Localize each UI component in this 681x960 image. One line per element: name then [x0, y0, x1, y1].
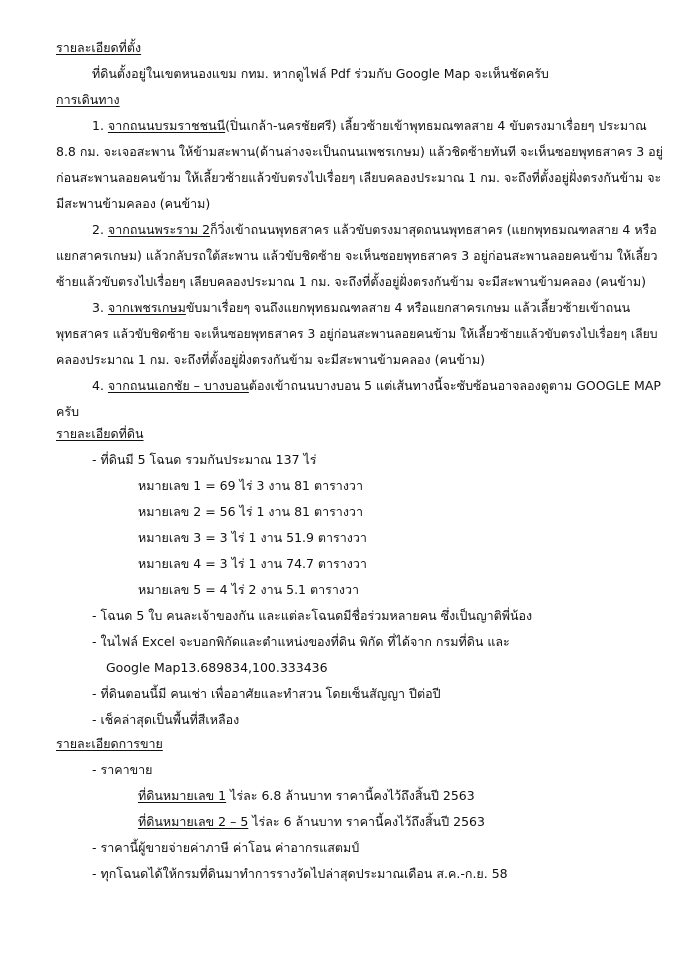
route-3-road: จากเพชรเกษม — [107, 300, 186, 315]
route-4-line-1 — [92, 378, 661, 394]
route-1-road: จากถนนบรมราชชนนี — [107, 118, 226, 133]
tax-note: - ราคานี้ผู้ขายจ่ายค่าภาษี ค่าโอน ค่าอากรแสตมป์ — [92, 840, 360, 855]
route-1-text: (ปิ่นเกล้า-นครชัยศรี) เลี้ยวซ้ายเข้าพุทธมณฑลสาย 4 ขับตรงมาเรื่อยๆ ประมาณ — [225, 118, 647, 133]
route-2-road: จากถนนพระราม 2 — [107, 222, 211, 237]
route-2-number: 2. — [92, 222, 104, 237]
location-heading: รายละเอียดที่ตั้ง — [56, 40, 142, 55]
route-2-line-3: ซ้ายแล้วขับตรงไปเรื่อยๆ เลียบคลองประมาณ 1 กม. จะถึงที่ตั้งอยู่ฝั่งตรงกันข้าม จะมีสะพานข้ามคลอง (คนข้าม) — [56, 274, 646, 289]
route-4-number: 4. — [92, 378, 104, 393]
route-1-line-2: 8.8 กม. จะเจอสะพาน ให้ข้ามสะพาน(ด้านล่างจะเป็นถนนเพชรเกษม) แล้วชิดซ้ายทันที จะเห็นซอยพุทธสาคร 3 อยู่ — [56, 144, 663, 159]
price-plot-2-5-text: ไร่ละ 6 ล้านบาท ราคานี้คงไว้ถึงสิ้นปี 2563 — [252, 814, 485, 829]
route-3-title — [92, 300, 186, 316]
plot-item-5: หมายเลข 5 = 4 ไร่ 2 งาน 5.1 ตารางวา — [138, 582, 359, 597]
route-3-line-1 — [92, 300, 631, 316]
route-4-text: ต้องเข้าถนนบางบอน 5 แต่เส้นทางนี้จะซับซ้อนอาจลองดูตาม GOOGLE MAP — [248, 378, 661, 393]
plot-item-1: หมายเลข 1 = 69 ไร่ 3 งาน 81 ตารางวา — [138, 478, 363, 493]
route-3-line-3: คลองประมาณ 1 กม. จะถึงที่ตั้งอยู่ฝั่งตรงกันข้าม จะมีสะพานข้ามคลอง (คนข้าม) — [56, 352, 486, 367]
owners-note: - โฉนด 5 ใบ คนละเจ้าของกัน และแต่ละโฉนดมีชื่อร่วมหลายคน ซึ่งเป็นญาติพี่น้อง — [92, 608, 533, 623]
route-4-title — [92, 378, 249, 394]
price-plot-1-label: ที่ดินหมายเลข 1 — [138, 788, 227, 803]
route-4-road: จากถนนเอกชัย – บางบอน — [107, 378, 249, 393]
route-3-number: 3. — [92, 300, 104, 315]
price-label: - ราคาขาย — [92, 762, 153, 777]
land-summary: - ที่ดินมี 5 โฉนด รวมกันประมาณ 137 ไร่ — [92, 452, 317, 467]
price-plot-2-5 — [138, 814, 485, 830]
plot-item-2: หมายเลข 2 = 56 ไร่ 1 งาน 81 ตารางวา — [138, 504, 363, 519]
tenant-note: - ที่ดินตอนนี้มี คนเช่า เพื่ออาศัยและทำสวน โดยเซ็นสัญญา ปีต่อปี — [92, 686, 441, 701]
route-3-line-2: พุทธสาคร แล้วขับชิดซ้าย จะเห็นซอยพุทธสาคร 3 อยู่ก่อนสะพานลอยคนข้าม ให้เลี้ยวซ้ายแล้วขับตรงไปเรื่อยๆ เลียบ — [56, 327, 658, 341]
route-1-number: 1. — [92, 118, 104, 133]
route-1-title — [92, 118, 225, 134]
route-4-line-2: ครับ — [56, 404, 80, 419]
excel-note: - ในไฟล์ Excel จะบอกพิกัดและตำแหน่งของที่ดิน พิกัด ที่ได้จาก กรมที่ดิน และ — [92, 634, 510, 649]
route-1-line-4: มีสะพานข้ามคลอง (คนข้าม) — [56, 196, 211, 211]
route-3-text: ขับมาเรื่อยๆ จนถึงแยกพุทธมณฑลสาย 4 หรือแยกสาครเกษม แล้วเลี้ยวซ้ายเข้าถนน — [185, 300, 631, 315]
sale-heading: รายละเอียดการขาย — [56, 736, 163, 751]
google-map-coordinates: Google Map13.689834,100.333436 — [106, 660, 328, 675]
route-2-title — [92, 222, 210, 238]
route-2-text: ก็วิ่งเข้าถนนพุทธสาคร แล้วขับตรงมาสุดถนนพุทธสาคร (แยกพุทธมณฑลสาย 4 หรือ — [210, 222, 657, 237]
directions-heading: การเดินทาง — [56, 92, 120, 107]
route-2-line-1 — [92, 222, 657, 238]
land-heading: รายละเอียดที่ดิน — [56, 426, 144, 441]
zoning-note: - เช็คล่าสุดเป็นพื้นที่สีเหลือง — [92, 712, 240, 727]
route-1-line-1 — [92, 118, 647, 134]
plot-item-4: หมายเลข 4 = 3 ไร่ 1 งาน 74.7 ตารางวา — [138, 556, 367, 571]
route-2-line-2: แยกสาครเกษม) แล้วกลับรถใต้สะพาน แล้วขับชิดซ้าย จะเห็นซอยพุทธสาคร 3 อยู่ก่อนสะพานลอยคนข้าม ให้เลี้ยว — [56, 248, 658, 263]
price-plot-1 — [138, 788, 475, 804]
price-plot-2-5-label: ที่ดินหมายเลข 2 – 5 — [138, 814, 249, 829]
location-text: ที่ดินตั้งอยู่ในเขตหนองแขม กทม. หากดูไฟล์ Pdf ร่วมกับ Google Map จะเห็นชัดครับ — [92, 66, 549, 81]
survey-note: - ทุกโฉนดได้ให้กรมที่ดินมาทำการรางวัดไปล่าสุดประมาณเดือน ส.ค.-ก.ย. 58 — [92, 866, 508, 881]
route-1-line-3: ก่อนสะพานลอยคนข้าม ให้เลี้ยวซ้ายแล้วขับตรงไปเรื่อยๆ เลียบคลองประมาณ 1 กม. จะถึงที่ตั้งอยู่ฝั่งตรงกันข้าม จะ — [56, 170, 662, 185]
price-plot-1-text: ไร่ละ 6.8 ล้านบาท ราคานี้คงไว้ถึงสิ้นปี 2563 — [230, 788, 475, 803]
plot-item-3: หมายเลข 3 = 3 ไร่ 1 งาน 51.9 ตารางวา — [138, 530, 367, 545]
